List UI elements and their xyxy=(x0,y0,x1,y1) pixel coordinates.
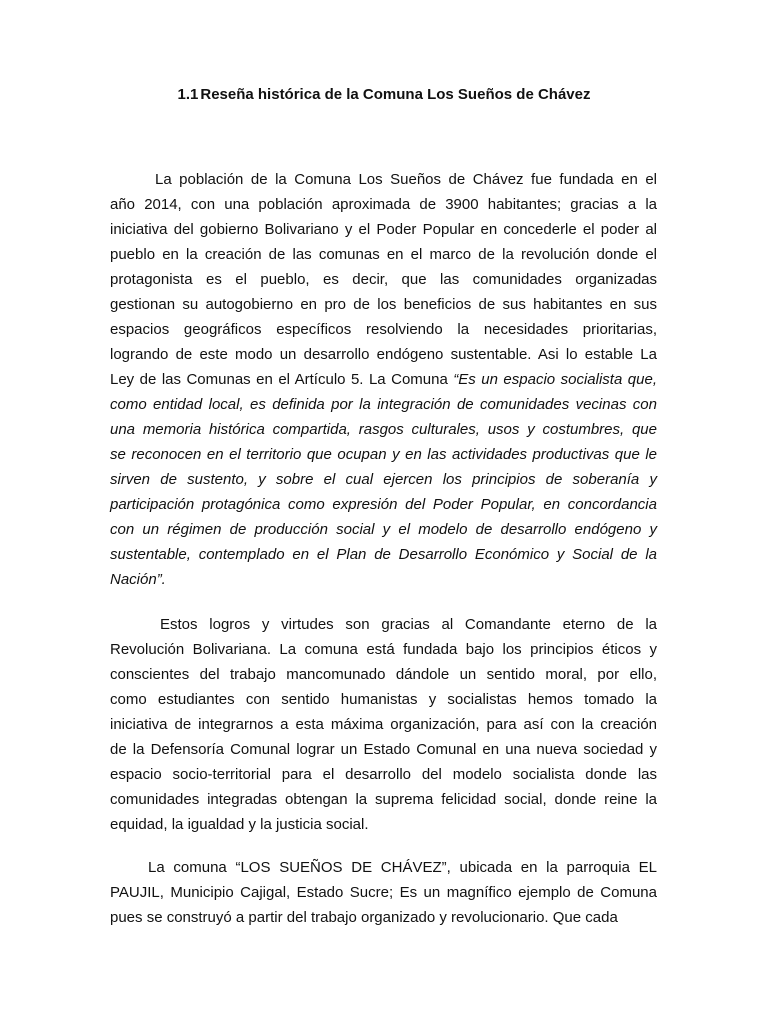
text-line xyxy=(110,417,657,442)
text-line xyxy=(110,712,657,737)
text-line xyxy=(110,637,657,662)
text-line xyxy=(110,217,657,242)
text-line xyxy=(155,167,657,192)
text-segment: de la Defensoría Comunal lograr un Estado Comunal en una nueva sociedad y xyxy=(110,741,657,758)
text-segment: espacio socio-territorial para el desarrollo del modelo socialista donde las xyxy=(110,766,657,783)
text-line xyxy=(110,342,657,367)
text-line xyxy=(110,662,657,687)
text-line xyxy=(110,880,657,905)
text-segment: Ley de las Comunas en el Artículo 5. La Comuna xyxy=(110,371,454,388)
text-line xyxy=(110,467,657,492)
text-line xyxy=(110,392,657,417)
quoted-text: con un régimen de producción social y el modelo de desarrollo endógeno y xyxy=(110,521,657,538)
text-segment: pueblo en la creación de las comunas en el marco de la revolución donde el xyxy=(110,246,657,263)
text-line xyxy=(110,905,657,930)
text-segment: La población de la Comuna Los Sueños de Chávez fue fundada en el xyxy=(155,171,657,188)
quoted-text: se reconocen en el territorio que ocupan y en las actividades productivas que le xyxy=(110,446,657,463)
text-line xyxy=(110,517,657,542)
text-segment: espacios geográficos específicos resolviendo la necesidades prioritarias, xyxy=(110,321,657,338)
text-segment: año 2014, con una población aproximada de 3900 habitantes; gracias a la xyxy=(110,196,657,213)
text-line xyxy=(110,367,657,392)
quoted-text: “Es un espacio socialista que, xyxy=(453,371,657,388)
text-line xyxy=(110,567,657,592)
quoted-text: sirven de sustento, y sobre el cual ejercen los principios de soberanía y xyxy=(110,471,657,488)
text-segment: La comuna “LOS SUEÑOS DE CHÁVEZ”, ubicada en la parroquia EL xyxy=(148,859,657,876)
text-segment: comunidades integradas obtengan la suprema felicidad social, donde reine la xyxy=(110,791,657,808)
section-number: 1.1 xyxy=(177,86,199,103)
text-line xyxy=(110,192,657,217)
quoted-text: como entidad local, es definida por la integración de comunidades vecinas con xyxy=(110,396,657,413)
text-line xyxy=(110,737,657,762)
text-line xyxy=(110,492,657,517)
text-line xyxy=(148,855,657,880)
text-line xyxy=(110,542,657,567)
text-segment: equidad, la igualdad y la justicia social. xyxy=(110,816,369,833)
section-heading xyxy=(0,85,768,105)
text-segment: Revolución Bolivariana. La comuna está fundada bajo los principios éticos y xyxy=(110,641,657,658)
text-line xyxy=(110,762,657,787)
text-segment: como estudiantes con sentido humanistas y socialistas hemos tomado la xyxy=(110,691,657,708)
text-segment: gestionan su autogobierno en pro de los beneficios de sus habitantes en sus xyxy=(110,296,657,313)
text-segment: iniciativa de integrarnos a esta máxima organización, para así con la creación xyxy=(110,716,657,733)
text-segment: PAUJIL, Municipio Cajigal, Estado Sucre; Es un magnífico ejemplo de Comuna xyxy=(110,884,657,901)
text-segment: protagonista es el pueblo, es decir, que las comunidades organizadas xyxy=(110,271,657,288)
text-segment: iniciativa del gobierno Bolivariano y el Poder Popular en concederle el poder al xyxy=(110,221,657,238)
quoted-text: participación protagónica como expresión del Poder Popular, en concordancia xyxy=(110,496,657,513)
quoted-text: Nación”. xyxy=(110,571,166,588)
text-line xyxy=(110,787,657,812)
text-segment: Estos logros y virtudes son gracias al Comandante eterno de la xyxy=(160,616,657,633)
text-line xyxy=(110,292,657,317)
text-line xyxy=(110,317,657,342)
text-line xyxy=(110,812,657,837)
text-segment: logrando de este modo un desarrollo endógeno sustentable. Asi lo estable La xyxy=(110,346,657,363)
section-title: Reseña histórica de la Comuna Los Sueños de Chávez xyxy=(200,86,591,103)
text-line xyxy=(110,687,657,712)
quoted-text: una memoria histórica compartida, rasgos culturales, usos y costumbres, que xyxy=(110,421,657,438)
text-segment: conscientes del trabajo mancomunado dándole un sentido moral, por ello, xyxy=(110,666,657,683)
text-line xyxy=(160,612,657,637)
text-line xyxy=(110,267,657,292)
text-line xyxy=(110,242,657,267)
quoted-text: sustentable, contemplado en el Plan de Desarrollo Económico y Social de la xyxy=(110,546,657,563)
text-line xyxy=(110,442,657,467)
text-segment: pues se construyó a partir del trabajo organizado y revolucionario. Que cada xyxy=(110,909,618,926)
